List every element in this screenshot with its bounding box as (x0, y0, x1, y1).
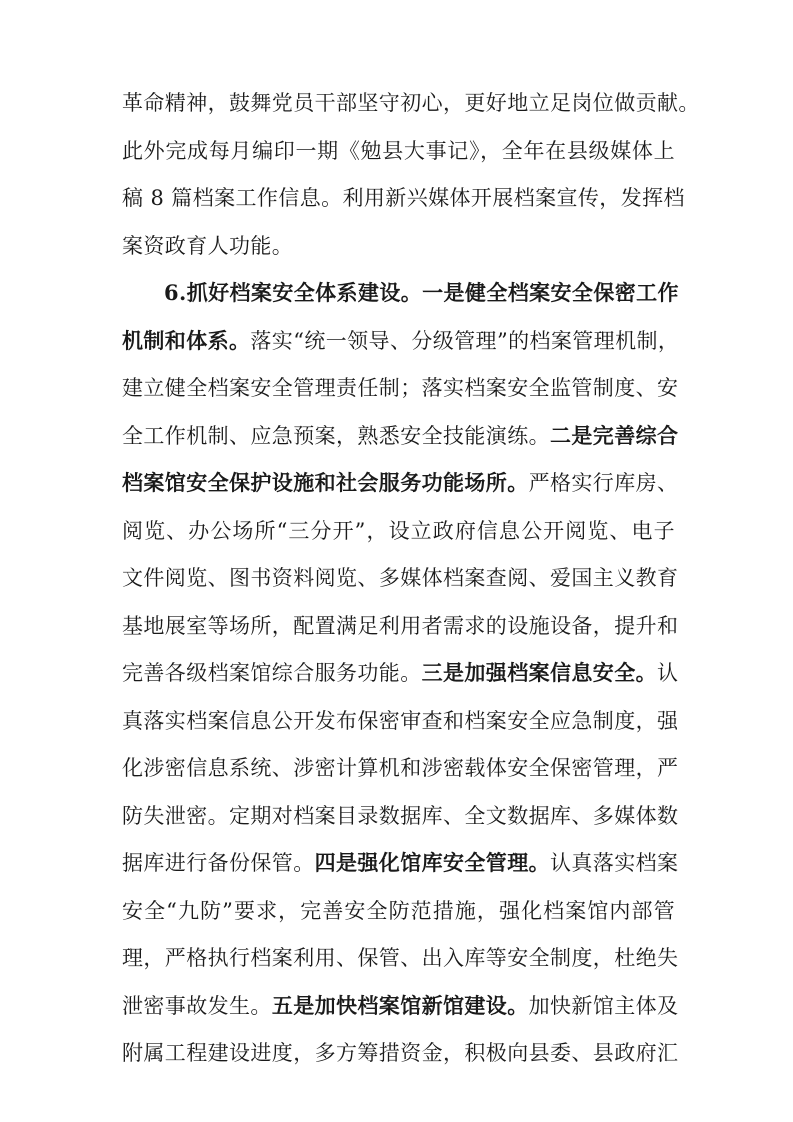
bold-phrase: 四是强化馆库安全管理。 (314, 850, 551, 875)
text-run: 阅览、办公场所“三分开”，设立政府信息公开阅览、电子 (122, 518, 675, 543)
text-line-21 (122, 1026, 679, 1080)
text-run: 严格实行库房、 (528, 471, 679, 495)
text-run: 附属工程建设进度，多方筹措资金，积极向县委、县政府汇 (122, 1041, 679, 1065)
bold-phrase: 机制和体系。 (122, 327, 251, 353)
bold-phrase: 五是加快档案馆新馆建设。 (271, 992, 529, 1018)
text-run: 革命精神，鼓舞党员干部坚守初心，更好地立足岗位做贡献。 (122, 91, 700, 115)
text-run: 基地展室等场所，配置满足利用者需求的设施设备，提升和 (122, 613, 679, 638)
text-run: 案资政育人功能。 (122, 233, 294, 258)
text-line-10 (122, 504, 675, 558)
text-line-3 (122, 171, 685, 225)
text-line-4 (122, 219, 675, 273)
bold-phrase: 6.抓好档案安全体系建设。一是健全档案安全保密工作 (164, 280, 679, 305)
text-line-18 (122, 884, 675, 938)
text-line-19 (122, 931, 679, 985)
text-run: 完善各级档案馆综合服务功能。 (122, 661, 422, 685)
text-line-2 (122, 124, 675, 178)
text-line-13 (122, 646, 679, 700)
text-line-12 (122, 599, 679, 653)
text-line-5 (164, 266, 679, 320)
text-run: 认真落实档案 (550, 851, 679, 875)
text-run: 加快新馆主体及 (528, 993, 679, 1018)
text-run: 安全“九防”要求，完善安全防范措施，强化档案馆内部管 (122, 898, 675, 923)
text-line-17 (122, 836, 679, 890)
bold-phrase: 三是加强档案信息安全。 (421, 660, 658, 685)
text-line-8 (122, 409, 679, 463)
text-run: 认 (657, 661, 679, 685)
text-line-20 (122, 979, 679, 1033)
text-line-1 (122, 76, 700, 130)
text-run: 全工作机制、应急预案，熟悉安全技能演练。 (122, 423, 550, 448)
bold-phrase: 档案馆安全保护设施和社会服务功能场所。 (122, 470, 529, 495)
text-run: 理，严格执行档案利用、保管、出入库等安全制度，杜绝失 (122, 946, 679, 970)
text-run: 建立健全档案安全管理责任制；落实档案安全监管制度、安 (122, 376, 679, 400)
text-line-16 (122, 789, 679, 843)
text-run: 泄密事故发生。 (122, 993, 272, 1018)
bold-phrase: 二是完善综合 (550, 422, 679, 448)
text-run: 真落实档案信息公开发布保密审查和档案安全应急制度，强 (122, 708, 679, 733)
text-run: 防失泄密。定期对档案目录数据库、全文数据库、多媒体数 (122, 803, 679, 828)
text-run: 化涉密信息系统、涉密计算机和涉密载体安全保密管理，严 (122, 756, 679, 780)
text-line-9 (122, 456, 679, 510)
text-run: 稿 8 篇档案工作信息。利用新兴媒体开展档案宣传，发挥档 (122, 186, 685, 210)
text-line-7 (122, 361, 679, 415)
text-line-6 (122, 314, 680, 368)
text-run: 文件阅览、图书资料阅览、多媒体档案查阅、爱国主义教育 (122, 566, 679, 590)
text-run: 此外完成每月编印一期《勉县大事记》，全年在县级媒体上 (122, 138, 675, 163)
text-line-15 (122, 741, 679, 795)
text-run: 据库进行备份保管。 (122, 851, 315, 875)
text-line-14 (122, 694, 679, 748)
text-run: 落实“统一领导、分级管理”的档案管理机制， (250, 328, 680, 353)
text-line-11 (122, 551, 679, 605)
